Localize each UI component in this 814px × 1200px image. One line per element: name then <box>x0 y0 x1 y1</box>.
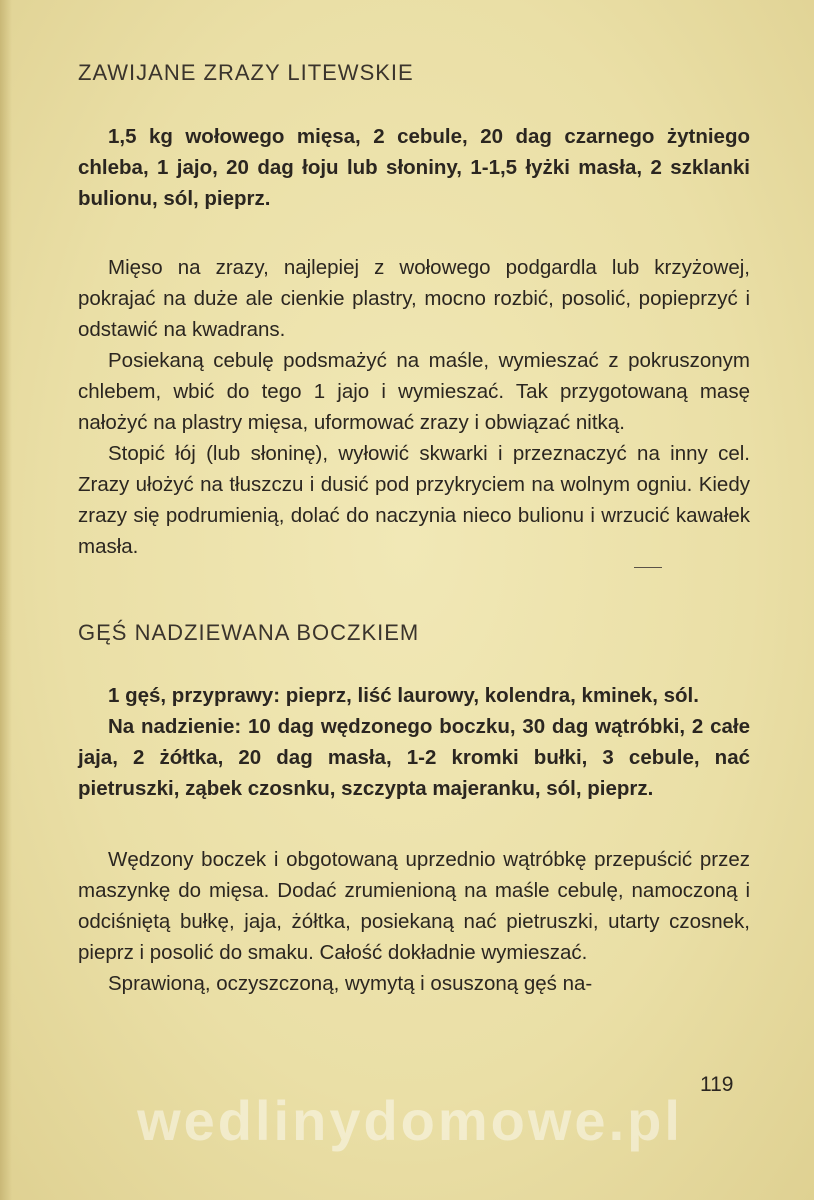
recipe-title: GĘŚ NADZIEWANA BOCZKIEM <box>78 620 420 645</box>
ingredients-list: 1 gęś, przyprawy: pieprz, liść laurowy, kolendra, kminek, sól. <box>108 684 699 707</box>
instruction-paragraph: Mięso na zrazy, najlepiej z wołowego podgardla lub krzyżowej, pokrajać na duże ale cienkie plastry, mocno rozbić, posolić, popieprzyć i odstawić na kwadrans. <box>78 256 750 341</box>
recipe-zrazy <box>78 60 750 562</box>
watermark: wedlinydomowe.pl <box>137 1089 683 1152</box>
instruction-paragraph: Wędzony boczek i obgotowaną uprzednio wątróbkę przepuścić przez maszynkę do mięsa. Dodać zrumienioną na maśle cebulę, namoczoną i odciśniętą bułkę, jaja, żółtka, posiekaną nać pietruszki, utarty czosnek, pieprz i posolić do smaku. Całość dokładnie wymieszać. <box>78 848 750 964</box>
recipe-ges <box>78 620 750 999</box>
instruction-paragraph: Sprawioną, oczyszczoną, wymytą i osuszoną gęś na- <box>108 972 593 995</box>
page-edge-shadow <box>0 0 12 1200</box>
instruction-paragraph: Posiekaną cebulę podsmażyć na maśle, wymieszać z pokruszonym chlebem, wbić do tego 1 jajo i wymieszać. Tak przygotowaną masę nałożyć na plastry mięsa, uformować zrazy i obwiązać nitką. <box>78 349 750 434</box>
instructions <box>78 252 750 562</box>
page-content <box>78 60 750 999</box>
stuffing-ingredients: Na nadzienie: 10 dag wędzonego boczku, 30 dag wątróbki, 2 całe jaja, 2 żółtka, 20 dag masła, 1-2 kromki bułki, 3 cebule, nać pietruszki, ząbek czosnku, szczypta majeranku, sól, pieprz. <box>78 715 750 800</box>
instructions <box>78 844 750 999</box>
instruction-paragraph: Stopić łój (lub słoninę), wyłowić skwarki i przeznaczyć na inny cel. Zrazy ułożyć na tłuszczu i dusić pod przykryciem na wolnym ogniu. Kiedy zrazy się podrumienią, dolać do naczynia nieco bulionu i wrzucić kawałek masła. <box>78 442 750 558</box>
section-divider <box>634 567 662 568</box>
ingredients-list: 1,5 kg wołowego mięsa, 2 cebule, 20 dag czarnego żytniego chleba, 1 jajo, 20 dag łoju lub słoniny, 1-1,5 łyżki masła, 2 szklanki bulionu, sól, pieprz. <box>78 125 750 210</box>
recipe-title: ZAWIJANE ZRAZY LITEWSKIE <box>78 60 414 85</box>
page-number: 119 <box>700 1073 734 1096</box>
